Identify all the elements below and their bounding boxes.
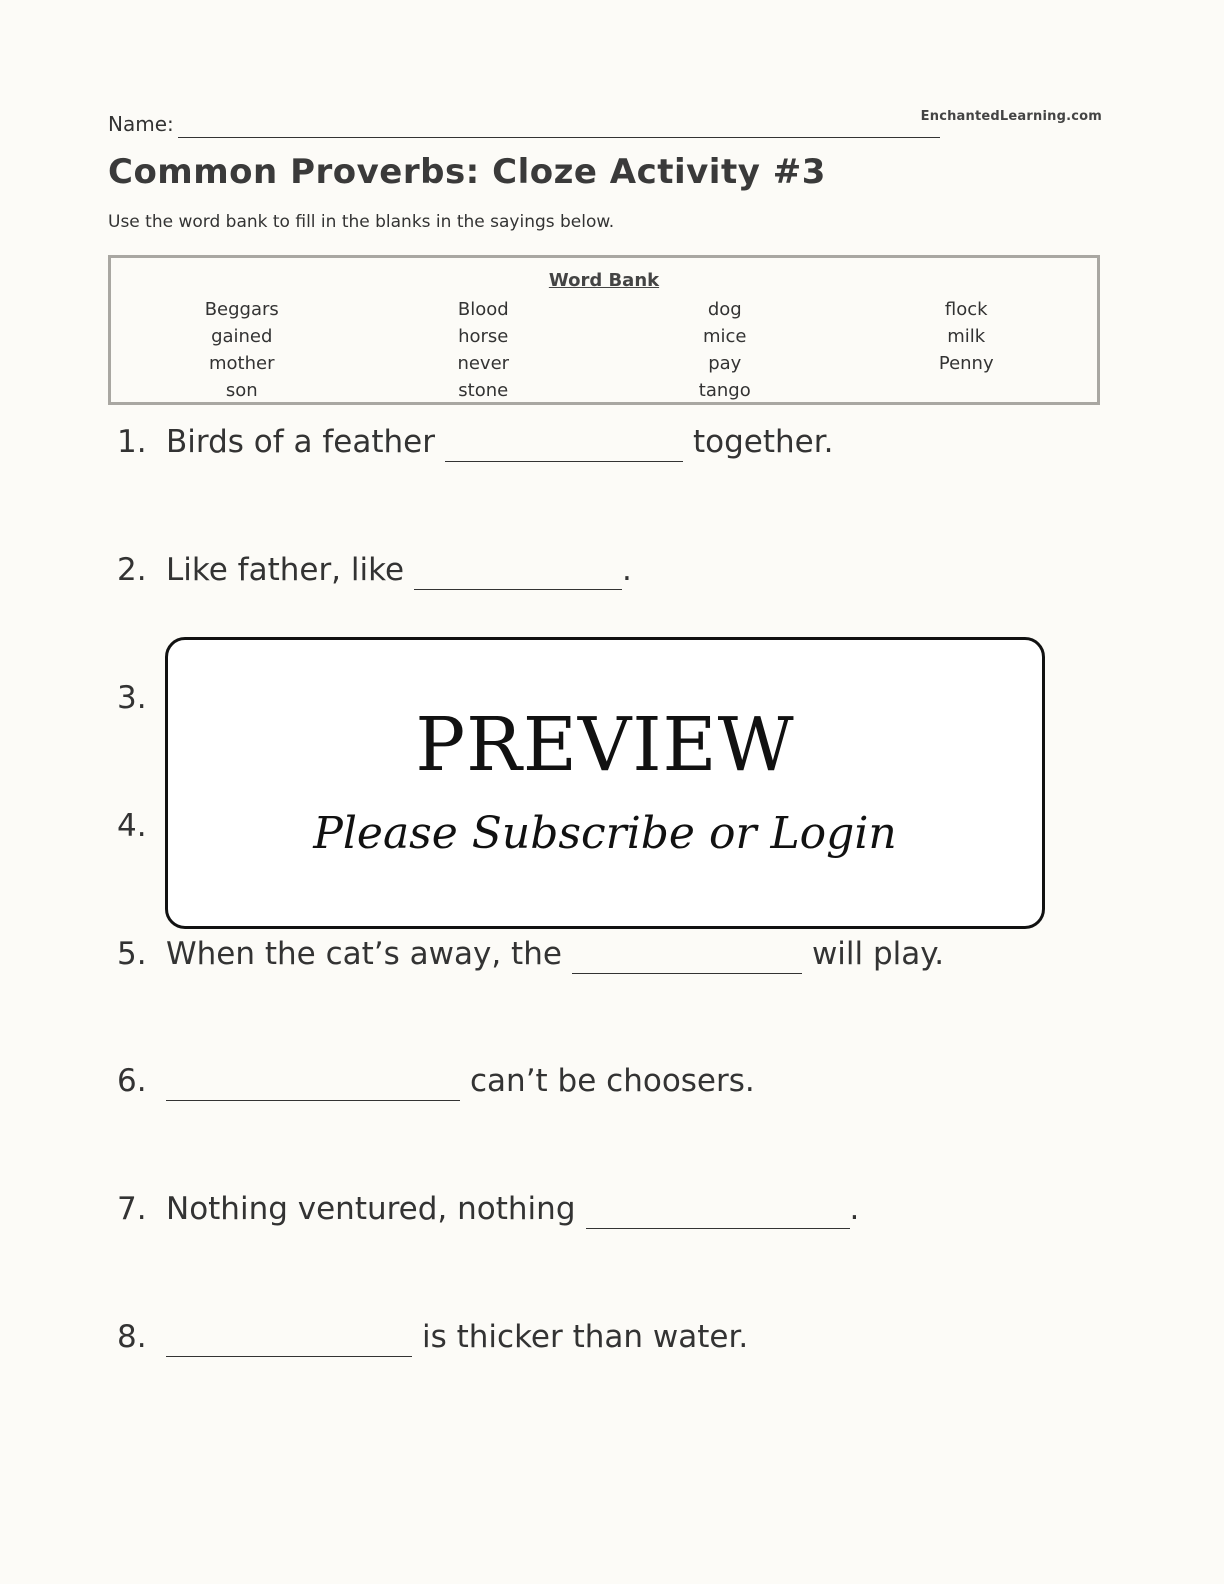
word-bank-column	[121, 296, 363, 404]
item-text-after: can’t be choosers.	[470, 1063, 755, 1099]
answer-blank[interactable]	[586, 1196, 850, 1229]
item-text-before: Birds of a feather	[166, 424, 435, 460]
item-text-after: .	[849, 1191, 860, 1227]
item-number: 6.	[117, 1063, 147, 1099]
item-text-after: will play.	[811, 936, 945, 972]
word-bank-word: flock	[944, 299, 988, 320]
item-text-after: together.	[692, 424, 834, 460]
proverb-item	[117, 552, 632, 596]
item-number: 4.	[117, 808, 147, 844]
site-logo-text: EnchantedLearning.com	[920, 109, 1102, 124]
proverb-item	[117, 1319, 748, 1363]
item-text-after: .	[622, 552, 632, 588]
proverb-item	[117, 680, 166, 724]
item-text-before: Like father, like	[166, 552, 405, 588]
word-bank-column	[363, 296, 605, 404]
item-number: 1.	[117, 424, 147, 460]
answer-blank[interactable]	[572, 941, 802, 974]
preview-title: PREVIEW	[415, 702, 795, 788]
item-text-before: When the cat’s away, the	[166, 936, 562, 972]
item-number: 7.	[117, 1191, 147, 1227]
subscribe-login-link[interactable]: Please Subscribe or Login	[313, 808, 897, 859]
word-bank-word: pay	[708, 353, 742, 374]
word-bank-word: gained	[211, 326, 273, 347]
answer-blank[interactable]	[414, 557, 622, 590]
answer-blank[interactable]	[166, 1068, 460, 1101]
instructions: Use the word bank to fill in the blanks in the sayings below.	[108, 212, 615, 232]
word-bank-word: milk	[947, 326, 986, 347]
name-row	[108, 108, 948, 142]
word-bank-word: horse	[458, 326, 509, 347]
word-bank-word: dog	[707, 299, 742, 320]
proverb-item	[117, 1063, 755, 1107]
word-bank-word: son	[225, 380, 258, 401]
word-bank-column	[604, 296, 846, 404]
proverb-item	[117, 936, 944, 980]
word-bank-column	[846, 296, 1088, 404]
proverb-item	[117, 1191, 859, 1235]
word-bank	[108, 255, 1100, 405]
word-bank-word: never	[457, 353, 510, 374]
word-bank-word: Beggars	[204, 299, 279, 320]
word-bank-word: Blood	[457, 299, 509, 320]
word-bank-word: tango	[698, 380, 751, 401]
answer-blank[interactable]	[445, 429, 683, 462]
preview-overlay[interactable]	[165, 637, 1045, 929]
name-line	[178, 137, 940, 138]
word-bank-word: mice	[702, 326, 747, 347]
name-label: Name:	[108, 112, 174, 136]
item-number: 3.	[117, 680, 147, 716]
item-number: 5.	[117, 936, 147, 972]
item-number: 8.	[117, 1319, 147, 1355]
word-bank-word: mother	[209, 353, 275, 374]
page-title: Common Proverbs: Cloze Activity #3	[108, 152, 826, 192]
word-bank-title: Word Bank	[548, 270, 660, 291]
word-bank-word: Penny	[938, 353, 994, 374]
answer-blank[interactable]	[166, 1324, 412, 1357]
proverb-item	[117, 424, 833, 468]
word-bank-grid	[121, 296, 1087, 404]
proverb-item	[117, 808, 166, 852]
item-text-after: is thicker than water.	[422, 1319, 749, 1355]
word-bank-word: stone	[458, 380, 509, 401]
item-text-before: Nothing ventured, nothing	[166, 1191, 576, 1227]
item-number: 2.	[117, 552, 147, 588]
